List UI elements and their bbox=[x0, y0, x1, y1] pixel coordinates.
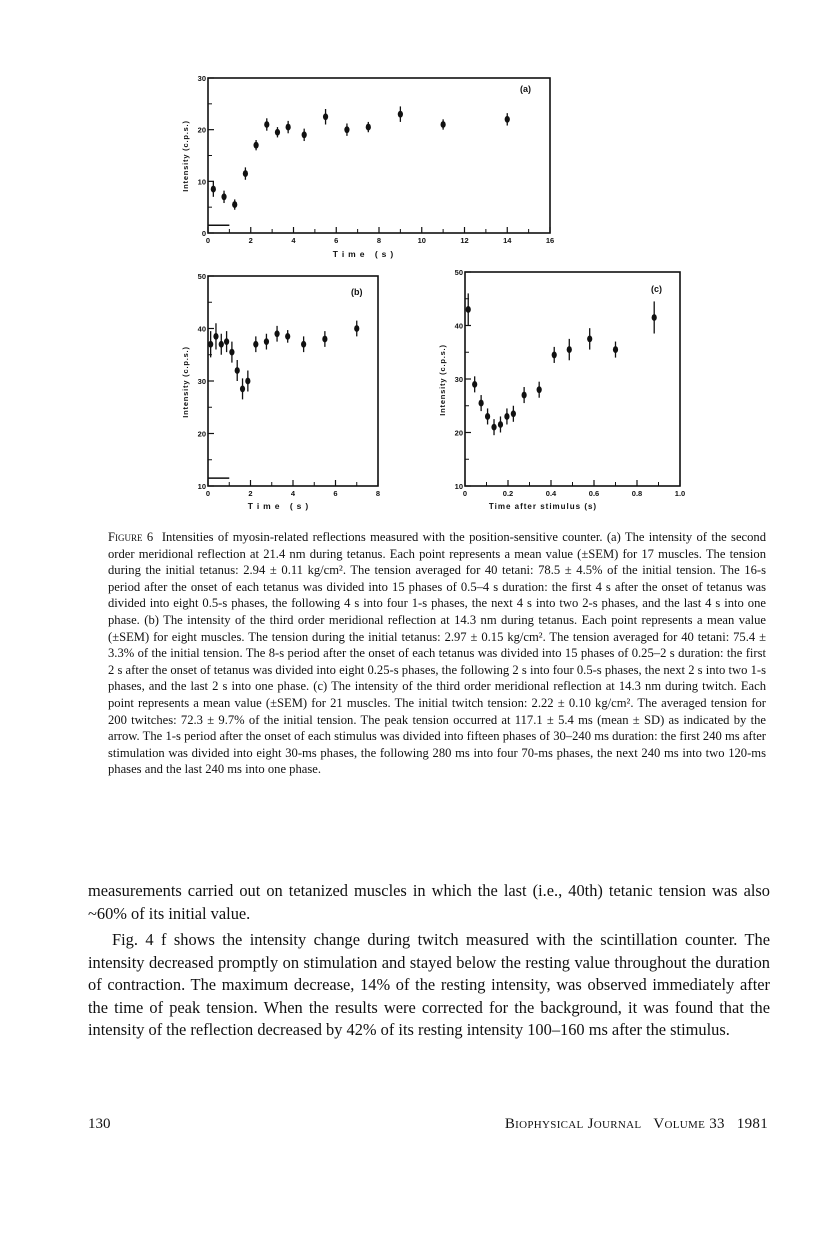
chart-b-xtick-label: 4 bbox=[290, 489, 296, 498]
chart-c-data-point bbox=[491, 419, 496, 435]
chart-b-xtick-label: 0 bbox=[205, 489, 211, 498]
chart-c-data-point bbox=[613, 342, 618, 358]
chart-a-data-point bbox=[441, 119, 446, 129]
chart-a-xtick-label: 0 bbox=[205, 236, 211, 245]
chart-c-data-point bbox=[479, 395, 484, 411]
chart-c-data-point bbox=[567, 339, 572, 360]
chart-c-data-point bbox=[652, 301, 657, 333]
chart-b-data-point bbox=[219, 334, 224, 355]
page-number: 130 bbox=[88, 1116, 111, 1132]
chart-b-data-point bbox=[354, 321, 359, 337]
chart-a-data-point bbox=[211, 181, 216, 197]
body-paragraph-1: measurements carried out on tetanized muscles in which the last (i.e., 40th) tetanic tension was also ~60% of its initial value. bbox=[88, 881, 770, 923]
chart-c bbox=[425, 268, 715, 518]
chart-a-xtick-label: 6 bbox=[334, 236, 339, 245]
figure-caption-text: Intensities of myosin-related reflections measured with the position-sensitive counter. (a) The intensity of the second order meridional reflection at 21.4 nm during tetanus. Each point represents a mean value (±SEM) for 17 muscles. The tension during the initial tetanus: 2.94 ± 0.11 kg/cm². The tension averaged for 40 tetani: 78.5 ± 4.5% of the initial tension. The 16-s period after the onset of each tetanus was divided into 15 phases of 0.5–4 s duration: the first 4 s after the onset of tetanus was divided into eight 0.5-s phases, the following 4 s into four 1-s phases, the next 4 s into two 2-s phases, and the last 4 s into one phase. (b) The intensity of the third order meridional reflection at 14.3 nm during tetanus. Each point represents a mean value (±SEM) for eight muscles. The tension during the initial tetanus: 2.97 ± 0.15 kg/cm². The tension averaged for 40 tetani: 75.4 ± 3.3% of the initial tension. The 8-s period after the onset of each tetanus was divided into 15 phases of 0.25–2 s duration: the first 2 s after the onset of tetanus was divided into eight 0.25-s phases, the following 2 s into four 0.5-s phases, the next 2 s into two 1-s phases, and the last 2 s into one phase. (c) The intensity of the third order meridional reflection at 14.3 nm during twitch. Each point represents a mean value (±SEM) for 21 muscles. The initial twitch tension: 2.22 ± 0.10 kg/cm². The averaged tension for 200 twitches: 72.3 ± 9.7% of the initial tension. The peak tension occurred at 117.1 ± 5.4 ms (mean ± SD) as indicated by the arrow. The 1-s period after the onset of each stimulus was divided into fifteen phases of 30–240 ms duration: the first 240 ms after stimulation was divided into eight 30-ms phases, the following 280 ms into four 70-ms phases, the next 240 ms into two 120-ms phases and the last 240 ms into one phase. bbox=[108, 530, 767, 777]
chart-c-ytick-label: 10 bbox=[454, 482, 463, 491]
chart-c-data-point bbox=[552, 347, 557, 363]
chart-b-data-point bbox=[274, 326, 279, 342]
journal-volume: Volume 33 bbox=[653, 1116, 725, 1132]
chart-a-data-point bbox=[243, 167, 248, 179]
chart-b-ylabel: Intensity (c.p.s.) bbox=[181, 346, 190, 418]
chart-b-ytick-label: 40 bbox=[197, 324, 206, 334]
chart-c-panel-label: (c) bbox=[651, 284, 662, 294]
chart-a-data-point bbox=[366, 122, 371, 132]
chart-c-xtick-label: 0 bbox=[462, 489, 468, 498]
chart-c-data-point bbox=[472, 376, 477, 392]
chart-a-xlabel: Time (s) bbox=[332, 249, 398, 259]
chart-b-data-point bbox=[240, 378, 245, 399]
chart-b-xlabel: Time (s) bbox=[247, 501, 313, 511]
chart-c-ticks bbox=[455, 268, 686, 498]
chart-b bbox=[165, 268, 395, 518]
chart-b-xtick-label: 2 bbox=[248, 489, 253, 498]
chart-a-xtick-label: 14 bbox=[503, 236, 512, 245]
chart-c-data-point bbox=[511, 406, 516, 422]
chart-b-data-point bbox=[235, 360, 240, 381]
chart-c-xtick-label: 0.6 bbox=[588, 489, 600, 498]
chart-a bbox=[165, 70, 565, 265]
chart-b-data-point bbox=[264, 334, 269, 350]
chart-c-points bbox=[466, 293, 657, 435]
chart-b-ytick-label: 50 bbox=[197, 272, 206, 281]
chart-a-data-point bbox=[398, 106, 403, 122]
chart-b-data-point bbox=[213, 323, 218, 349]
chart-a-ytick-label: 10 bbox=[197, 177, 206, 187]
chart-b-ytick-label: 20 bbox=[197, 429, 206, 439]
chart-b-data-point bbox=[322, 331, 327, 347]
chart-c-data-point bbox=[522, 387, 527, 403]
chart-a-xtick-label: 10 bbox=[417, 236, 426, 245]
chart-a-xtick-label: 8 bbox=[376, 236, 382, 245]
journal-name: Biophysical Journal bbox=[504, 1116, 642, 1132]
chart-c-data-point bbox=[504, 408, 509, 424]
figure-caption bbox=[108, 529, 766, 778]
chart-a-ytick-label: 0 bbox=[201, 229, 206, 238]
chart-b-data-point bbox=[285, 330, 290, 343]
chart-a-data-point bbox=[302, 129, 307, 141]
chart-c-xtick-label: 1.0 bbox=[674, 489, 686, 498]
chart-b-ytick-label: 10 bbox=[197, 482, 206, 491]
chart-c-ytick-label: 20 bbox=[454, 428, 463, 438]
chart-a-data-point bbox=[275, 127, 280, 137]
chart-a-data-point bbox=[253, 140, 258, 150]
chart-b-data-point bbox=[208, 331, 213, 357]
chart-c-xtick-label: 0.2 bbox=[502, 489, 514, 498]
chart-a-frame bbox=[208, 78, 550, 233]
chart-b-ytick-label: 30 bbox=[197, 377, 206, 386]
chart-b-data-point bbox=[229, 342, 234, 363]
chart-a-panel-label: (a) bbox=[520, 84, 531, 94]
chart-b-panel-label: (b) bbox=[351, 287, 363, 297]
chart-b-data-point bbox=[245, 371, 250, 392]
chart-c-xtick-label: 0.8 bbox=[631, 489, 643, 498]
chart-a-xtick-label: 2 bbox=[248, 236, 253, 245]
chart-c-xlabel: Time after stimulus (s) bbox=[488, 502, 598, 511]
chart-a-xtick-label: 16 bbox=[545, 236, 555, 245]
chart-a-data-point bbox=[505, 113, 510, 125]
chart-b-xtick-label: 8 bbox=[375, 489, 381, 498]
chart-c-data-point bbox=[498, 416, 503, 432]
chart-b-data-point bbox=[253, 336, 258, 352]
chart-a-data-point bbox=[221, 191, 226, 203]
chart-c-ytick-label: 30 bbox=[454, 375, 463, 384]
chart-b-frame bbox=[208, 276, 378, 486]
chart-a-xtick-label: 4 bbox=[291, 236, 296, 245]
chart-b-points bbox=[208, 321, 359, 400]
chart-b-data-point bbox=[301, 336, 306, 352]
chart-a-ytick-label: 30 bbox=[197, 74, 206, 83]
journal-year: 1981 bbox=[736, 1116, 768, 1132]
chart-c-frame bbox=[465, 272, 680, 486]
chart-c-data-point bbox=[537, 382, 542, 398]
chart-a-data-point bbox=[344, 123, 349, 135]
chart-c-data-point bbox=[485, 408, 490, 424]
body-paragraph-2: Fig. 4 f shows the intensity change during twitch measured with the scintillation counter. The intensity decreased promptly on stimulation and stayed below the resting value throughout the duration of contraction. The maximum decrease, 14% of the resting intensity, was observed immediately after the time of peak tension. When the results were corrected for the background, it was found that the intensity of the reflection decreased by 42% of its resting intensity 100–160 ms after the stimulus. bbox=[88, 930, 770, 1040]
chart-a-data-point bbox=[286, 121, 291, 133]
chart-b-ticks bbox=[198, 272, 380, 498]
chart-a-points bbox=[211, 106, 510, 209]
chart-a-data-point bbox=[232, 199, 237, 209]
chart-a-ylabel: Intensity (c.p.s.) bbox=[181, 120, 190, 192]
chart-c-ylabel: Intensity (c.p.s.) bbox=[438, 344, 447, 416]
chart-c-xtick-label: 0.4 bbox=[545, 489, 557, 498]
chart-a-xtick-label: 12 bbox=[460, 236, 469, 245]
chart-b-data-point bbox=[224, 331, 229, 352]
chart-c-data-point bbox=[466, 293, 471, 325]
figure-caption-label: Figure 6 bbox=[108, 530, 154, 544]
journal-reference bbox=[493, 1116, 768, 1133]
chart-a-ticks bbox=[198, 74, 555, 245]
chart-a-data-point bbox=[323, 109, 328, 125]
chart-b-xtick-label: 6 bbox=[333, 489, 338, 498]
chart-c-data-point bbox=[587, 328, 592, 349]
chart-c-ytick-label: 40 bbox=[454, 321, 463, 331]
chart-a-ytick-label: 20 bbox=[197, 125, 206, 135]
chart-c-ytick-label: 50 bbox=[454, 268, 463, 277]
chart-a-data-point bbox=[264, 118, 269, 130]
